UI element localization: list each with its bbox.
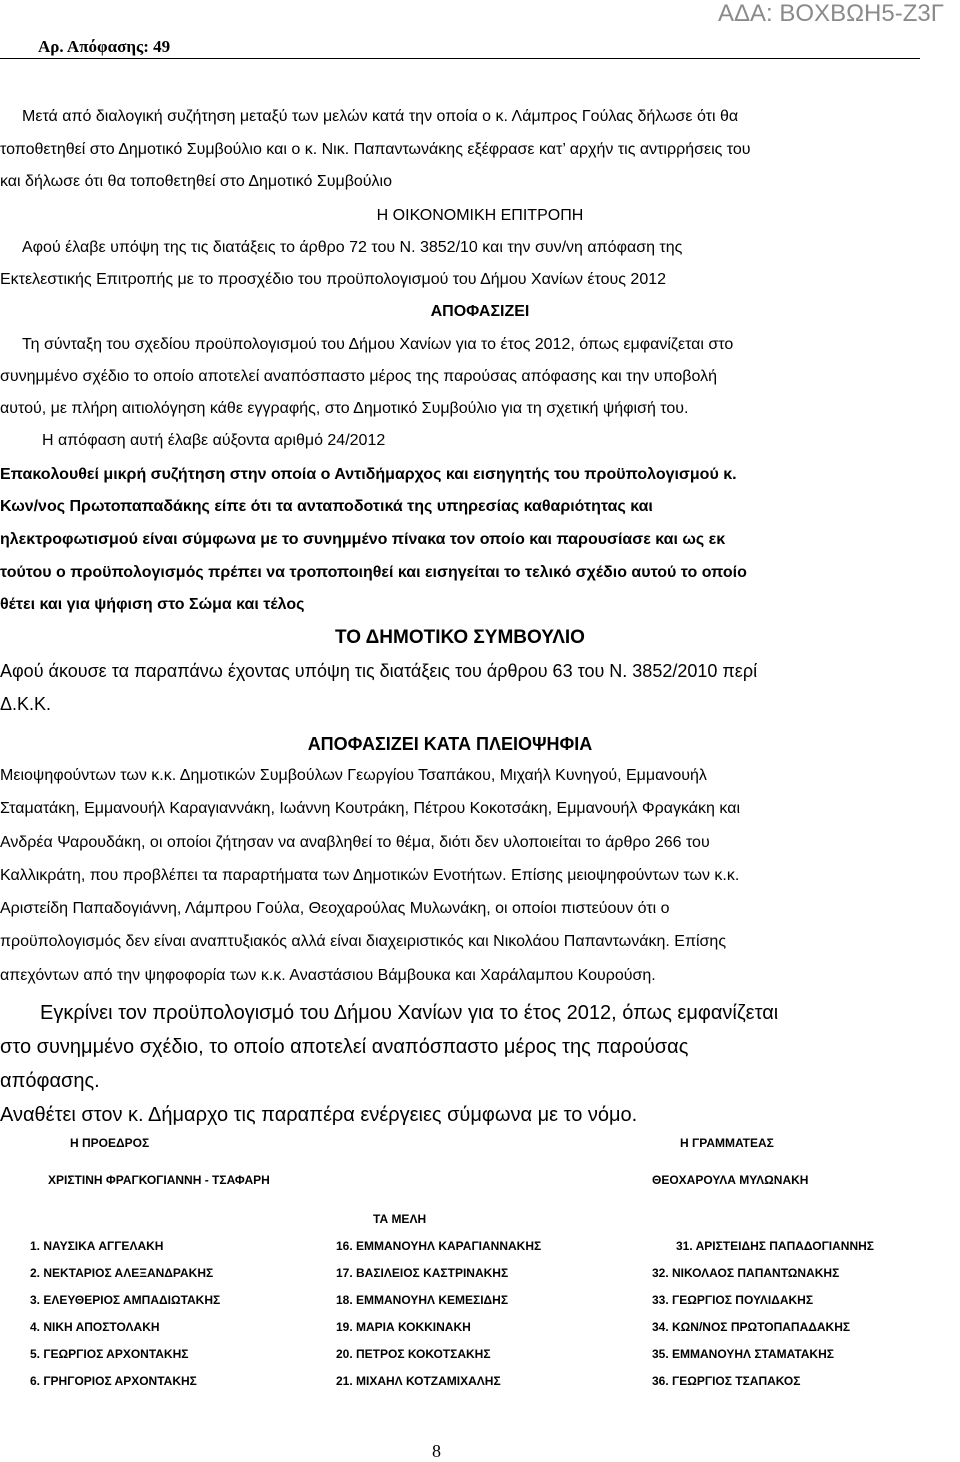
text-line: απεχόντων από την ψηφοφορία των κ.κ. Αναστάσιου Βάμβουκα και Χαράλαμπου Κουρούση. bbox=[0, 967, 656, 984]
bold-line: ηλεκτροφωτισμού είναι σύμφωνα με το συνημμένο πίνακα τον οποίο και παρουσίασε και ως εκ bbox=[0, 531, 726, 548]
member-item: 16. ΕΜΜΑΝΟΥΗΛ ΚΑΡΑΓΙΑΝΝΑΚΗΣ bbox=[336, 1239, 542, 1253]
members-title: ΤΑ ΜΕΛΗ bbox=[373, 1212, 427, 1226]
bold-line: θέτει και για ψήφιση στο Σώμα και τέλος bbox=[0, 596, 305, 613]
president-name: ΧΡΙΣΤΙΝΗ ΦΡΑΓΚΟΓΙΑΝΝΗ - ΤΣΑΦΑΡΗ bbox=[48, 1173, 270, 1187]
member-item: 17. ΒΑΣΙΛΕΙΟΣ ΚΑΣΤΡΙΝΑΚΗΣ bbox=[336, 1266, 509, 1280]
heading-municipal-council: ΤΟ ΔΗΜΟΤΙΚΟ ΣΥΜΒΟΥΛΙΟ bbox=[335, 627, 585, 648]
text-line: Μειοψηφούντων των κ.κ. Δημοτικών Συμβούλων Γεωργίου Τσαπάκου, Μιχαήλ Κυνηγού, Εμμανουήλ bbox=[0, 767, 707, 784]
header-rule bbox=[0, 58, 920, 59]
member-item: 4. ΝΙΚΗ ΑΠΟΣΤΟΛΑΚΗ bbox=[30, 1320, 160, 1334]
text-line: στο συνημμένο σχέδιο, το οποίο αποτελεί αναπόσπαστο μέρος της παρούσας bbox=[0, 1036, 689, 1058]
text-line: Η απόφαση αυτή έλαβε αύξοντα αριθμό 24/2012 bbox=[42, 432, 386, 449]
secretary-title: Η ΓΡΑΜΜΑΤΕΑΣ bbox=[680, 1136, 774, 1150]
member-item: 2. ΝΕΚΤΑΡΙΟΣ ΑΛΕΞΑΝΔΡΑΚΗΣ bbox=[30, 1266, 214, 1280]
text-line: Μετά από διαλογική συζήτηση μεταξύ των μελών κατά την οποία ο κ. Λάμπρος Γούλας δήλωσε ότι θα bbox=[22, 108, 739, 125]
text-line: Δ.Κ.Κ. bbox=[0, 694, 52, 714]
text-line: αυτού, με πλήρη αιτιολόγηση κάθε εγγραφής, στο Δημοτικό Συμβούλιο για τη σχετική ψήφισή του. bbox=[0, 400, 689, 417]
text-line: Αναθέτει στον κ. Δήμαρχο τις παραπέρα ενέργειες σύμφωνα με το νόμο. bbox=[0, 1104, 638, 1126]
president-title: Η ΠΡΟΕΔΡΟΣ bbox=[70, 1136, 150, 1150]
text-line: Αφού έλαβε υπόψη της τις διατάξεις το άρθρο 72 του Ν. 3852/10 και την συν/νη απόφαση της bbox=[22, 239, 683, 256]
text-line: τοποθετηθεί στο Δημοτικό Συμβούλιο και ο κ. Νικ. Παπαντωνάκης εξέφρασε κατ’ αρχήν τις αντιρρήσεις του bbox=[0, 141, 751, 158]
member-item: 3. ΕΛΕΥΘΕΡΙΟΣ ΑΜΠΑΔΙΩΤΑΚΗΣ bbox=[30, 1293, 221, 1307]
text-line: Εκτελεστικής Επιτροπής με το προσχέδιο του προϋπολογισμού του Δήμου Χανίων έτους 2012 bbox=[0, 271, 667, 288]
member-item: 34. ΚΩΝ/ΝΟΣ ΠΡΩΤΟΠΑΠΑΔΑΚΗΣ bbox=[652, 1320, 851, 1334]
page-number: 8 bbox=[432, 1441, 441, 1461]
member-item: 1. ΝΑΥΣΙΚΑ ΑΓΓΕΛΑΚΗ bbox=[30, 1239, 164, 1253]
text-line: απόφασης. bbox=[0, 1070, 100, 1092]
member-item: 21. ΜΙΧΑΗΛ ΚΟΤΖΑΜΙΧΑΛΗΣ bbox=[336, 1374, 501, 1388]
member-item: 35. ΕΜΜΑΝΟΥΗΛ ΣΤΑΜΑΤΑΚΗΣ bbox=[652, 1347, 834, 1361]
ada-code: ΑΔΑ: ΒΟΧΒΩΗ5-Ζ3Γ bbox=[718, 0, 944, 27]
member-item: 31. ΑΡΙΣΤΕΙΔΗΣ ΠΑΠΑΔΟΓΙΑΝΝΗΣ bbox=[676, 1239, 874, 1253]
text-line: Αριστείδη Παπαδογιάννη, Λάμπρου Γούλα, Θεοχαρούλας Μυλωνάκη, οι οποίοι πιστεύουν ότι ο bbox=[0, 900, 670, 917]
text-line: Ανδρέα Ψαρουδάκη, οι οποίοι ζήτησαν να αναβληθεί το θέμα, διότι δεν υλοποιείται το άρθρο 266 του bbox=[0, 834, 710, 851]
member-item: 6. ΓΡΗΓΟΡΙΟΣ ΑΡΧΟΝΤΑΚΗΣ bbox=[30, 1374, 197, 1388]
member-item: 33. ΓΕΩΡΓΙΟΣ ΠΟΥΛΙΔΑΚΗΣ bbox=[652, 1293, 814, 1307]
member-item: 18. ΕΜΜΑΝΟΥΗΛ ΚΕΜΕΣΙΔΗΣ bbox=[336, 1293, 509, 1307]
member-item: 20. ΠΕΤΡΟΣ ΚΟΚΟΤΣΑΚΗΣ bbox=[336, 1347, 491, 1361]
secretary-name: ΘΕΟΧΑΡΟΥΛΑ ΜΥΛΩΝΑΚΗ bbox=[652, 1173, 809, 1187]
bold-line: Επακολουθεί μικρή συζήτηση στην οποία ο Αντιδήμαρχος και εισηγητής του προϋπολογισμού κ. bbox=[0, 466, 737, 483]
member-item: 32. ΝΙΚΟΛΑΟΣ ΠΑΠΑΝΤΩΝΑΚΗΣ bbox=[652, 1266, 840, 1280]
heading-decides: ΑΠΟΦΑΣΙΖΕΙ bbox=[430, 303, 530, 320]
bold-line: τούτου ο προϋπολογισμός πρέπει να τροποποιηθεί και εισηγείται το τελικό σχέδιο αυτού το οποίο bbox=[0, 564, 747, 581]
text-line: προϋπολογισμός δεν είναι αναπτυξιακός αλλά είναι διαχειριστικός και Νικολάου Παπαντωνάκη. Επίσης bbox=[0, 933, 727, 950]
text-line: Σταματάκη, Εμμανουήλ Καραγιαννάκη, Ιωάννη Κουτράκη, Πέτρου Κοκοτσάκη, Εμμανουήλ Φραγκάκη και bbox=[0, 800, 740, 817]
text-line: συνημμένο σχέδιο το οποίο αποτελεί αναπόσπαστο μέρος της παρούσας απόφασης και την υποβολή bbox=[0, 368, 717, 385]
heading-majority-decision: ΑΠΟΦΑΣΙΖΕΙ ΚΑΤΑ ΠΛΕΙΟΨΗΦΙΑ bbox=[307, 734, 593, 754]
text-line: Αφού άκουσε τα παραπάνω έχοντας υπόψη τις διατάξεις του άρθρου 63 του Ν. 3852/2010 περί bbox=[0, 661, 758, 681]
member-item: 36. ΓΕΩΡΓΙΟΣ ΤΣΑΠΑΚΟΣ bbox=[652, 1374, 801, 1388]
bold-line: Κων/νος Πρωτοπαπαδάκης είπε ότι τα ανταποδοτικά της υπηρεσίας καθαριότητας και bbox=[0, 498, 653, 515]
heading-finance-committee: Η ΟΙΚΟΝΟΜΙΚΗ ΕΠΙΤΡΟΠΗ bbox=[376, 207, 584, 224]
decision-number: Αρ. Απόφασης: 49 bbox=[38, 37, 171, 56]
member-item: 19. ΜΑΡΙΑ ΚΟΚΚΙΝΑΚΗ bbox=[336, 1320, 471, 1334]
text-line: και δήλωσε ότι θα τοποθετηθεί στο Δημοτικό Συμβούλιο bbox=[0, 173, 392, 190]
text-line: Εγκρίνει τον προϋπολογισμό του Δήμου Χανίων για το έτος 2012, όπως εμφανίζεται bbox=[40, 1002, 779, 1024]
text-line: Καλλικράτη, που προβλέπει τα παραρτήματα των Δημοτικών Ενοτήτων. Επίσης μειοψηφούντων των κ.κ. bbox=[0, 867, 740, 884]
member-item: 5. ΓΕΩΡΓΙΟΣ ΑΡΧΟΝΤΑΚΗΣ bbox=[30, 1347, 189, 1361]
text-line: Τη σύνταξη του σχεδίου προϋπολογισμού του Δήμου Χανίων για το έτος 2012, όπως εμφανίζεται στο bbox=[22, 336, 734, 353]
